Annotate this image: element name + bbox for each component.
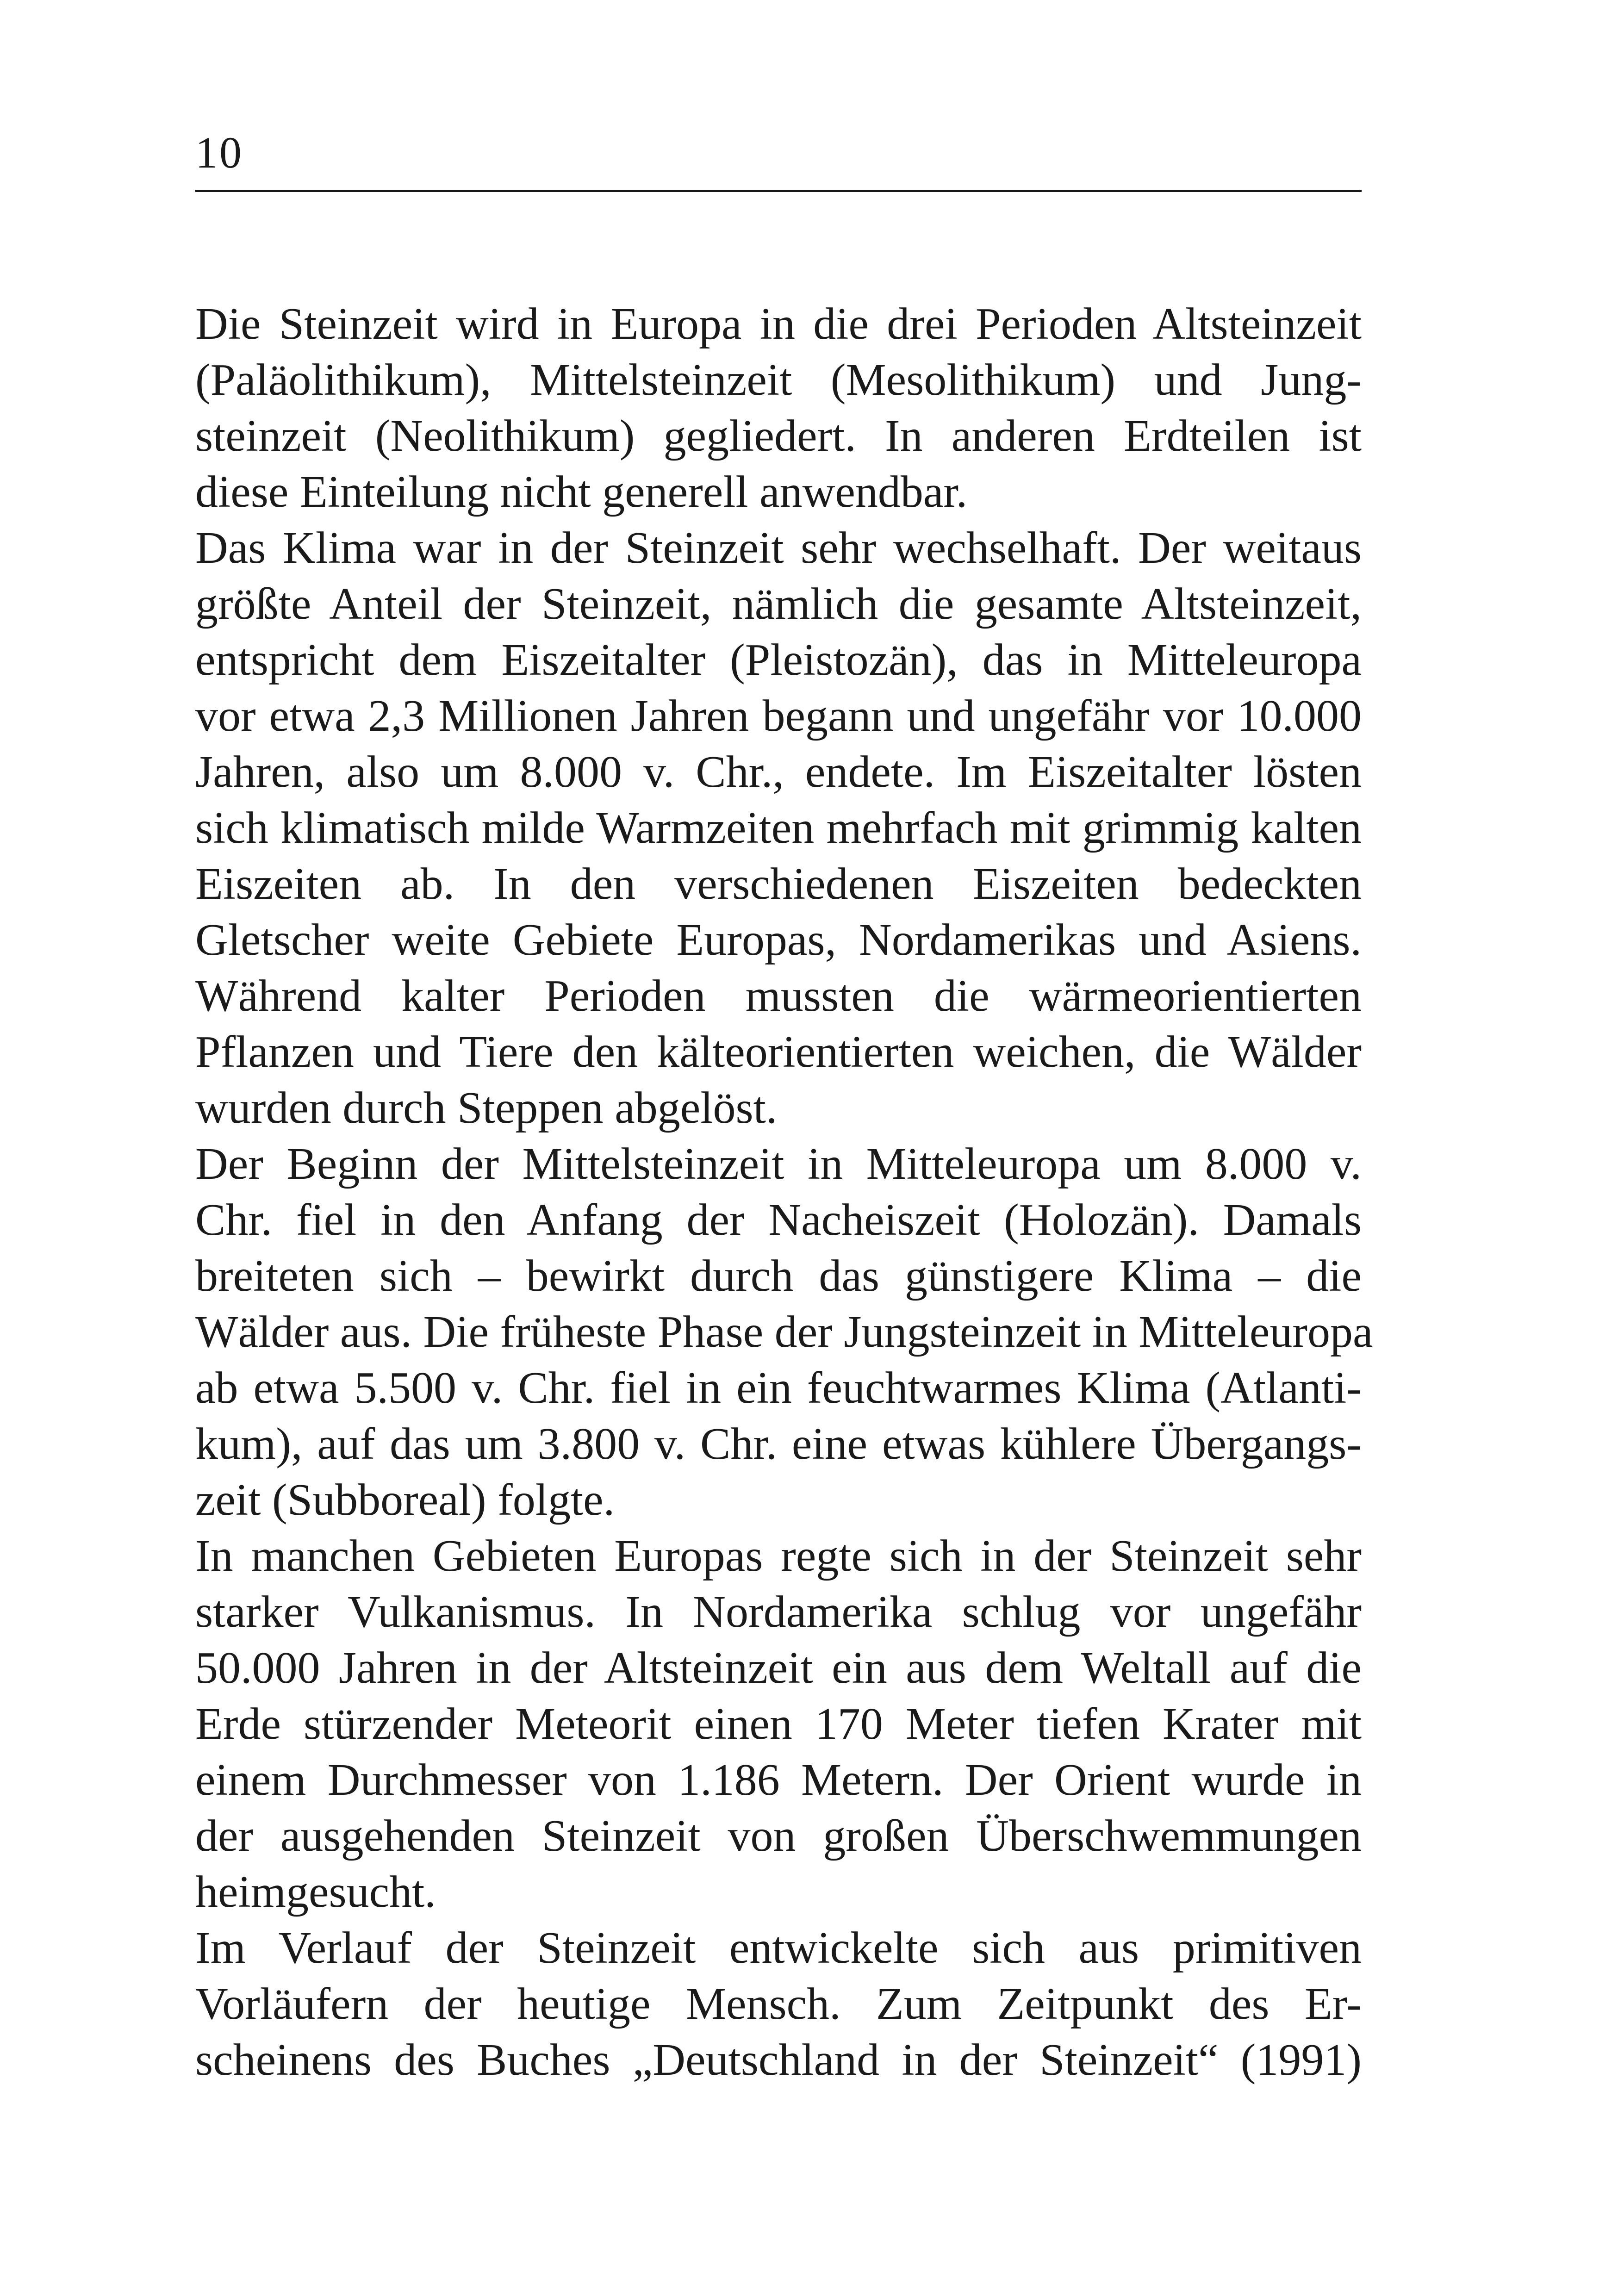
- text-line: Das Klima war in der Steinzeit sehr wechselhaft. Der weitaus: [195, 523, 1362, 573]
- text-line: Während kalter Perioden mussten die wärmeorientierten: [195, 971, 1362, 1021]
- text-line: (Paläolithikum), Mittelsteinzeit (Mesolithikum) und Jung-: [195, 355, 1362, 405]
- text-line: Erde stürzender Meteorit einen 170 Meter tiefen Krater mit: [195, 1699, 1362, 1749]
- text-line: Im Verlauf der Steinzeit entwickelte sich aus primitiven: [195, 1923, 1362, 1973]
- paragraph: [195, 1920, 1362, 2088]
- page-header: [195, 125, 1362, 192]
- text-line: vor etwa 2,3 Millionen Jahren begann und ungefähr vor 10.000: [195, 691, 1362, 741]
- text-line: größte Anteil der Steinzeit, nämlich die gesamte Altsteinzeit,: [195, 579, 1362, 629]
- text-line: scheinens des Buches „Deutschland in der Steinzeit“ (1991): [195, 2035, 1362, 2085]
- body-text: [195, 296, 1373, 2088]
- text-line: Der Beginn der Mittelsteinzeit in Mitteleuropa um 8.000 v.: [195, 1139, 1362, 1189]
- text-line: Vorläufern der heutige Mensch. Zum Zeitpunkt des Er-: [195, 1979, 1362, 2029]
- page-number: 10: [195, 128, 243, 177]
- paragraph: [195, 1136, 1373, 1528]
- text-line: Pflanzen und Tiere den kälteorientierten weichen, die Wälder: [195, 1027, 1362, 1077]
- text-line: diese Einteilung nicht generell anwendbar.: [195, 467, 968, 517]
- text-line: breiteten sich – bewirkt durch das günstigere Klima – die: [195, 1251, 1362, 1301]
- text-line: 50.000 Jahren in der Altsteinzeit ein aus dem Weltall auf die: [195, 1643, 1362, 1693]
- paragraph: [195, 520, 1362, 1136]
- text-line: entspricht dem Eiszeitalter (Pleistozän), das in Mitteleuropa: [195, 635, 1362, 685]
- paragraph: [195, 1528, 1362, 1920]
- text-line: Jahren, also um 8.000 v. Chr., endete. Im Eiszeitalter lösten: [195, 747, 1362, 797]
- text-line: In manchen Gebieten Europas regte sich in der Steinzeit sehr: [195, 1531, 1362, 1581]
- text-line: wurden durch Steppen abgelöst.: [195, 1083, 778, 1133]
- text-line: einem Durchmesser von 1.186 Metern. Der Orient wurde in: [195, 1755, 1362, 1805]
- text-line: kum), auf das um 3.800 v. Chr. eine etwas kühlere Übergangs-: [195, 1419, 1362, 1469]
- text-line: Die Steinzeit wird in Europa in die drei Perioden Altsteinzeit: [195, 299, 1362, 349]
- text-line: starker Vulkanismus. In Nordamerika schlug vor ungefähr: [195, 1587, 1362, 1637]
- text-line: ab etwa 5.500 v. Chr. fiel in ein feuchtwarmes Klima (Atlanti-: [195, 1363, 1362, 1413]
- text-line: Gletscher weite Gebiete Europas, Nordamerikas und Asiens.: [195, 915, 1362, 965]
- text-line: Chr. fiel in den Anfang der Nacheiszeit (Holozän). Damals: [195, 1195, 1362, 1245]
- text-line: heimgesucht.: [195, 1867, 436, 1917]
- paragraph: [195, 296, 1362, 520]
- text-line: sich klimatisch milde Warmzeiten mehrfach mit grimmig kalten: [195, 803, 1362, 853]
- text-line: der ausgehenden Steinzeit von großen Überschwemmungen: [195, 1811, 1362, 1861]
- text-line: zeit (Subboreal) folgte.: [195, 1475, 615, 1525]
- text-line: steinzeit (Neolithikum) gegliedert. In anderen Erdteilen ist: [195, 411, 1362, 461]
- text-line: Wälder aus. Die früheste Phase der Jungsteinzeit in Mitteleuropa: [195, 1307, 1373, 1357]
- text-line: Eiszeiten ab. In den verschiedenen Eiszeiten bedeckten: [195, 859, 1362, 909]
